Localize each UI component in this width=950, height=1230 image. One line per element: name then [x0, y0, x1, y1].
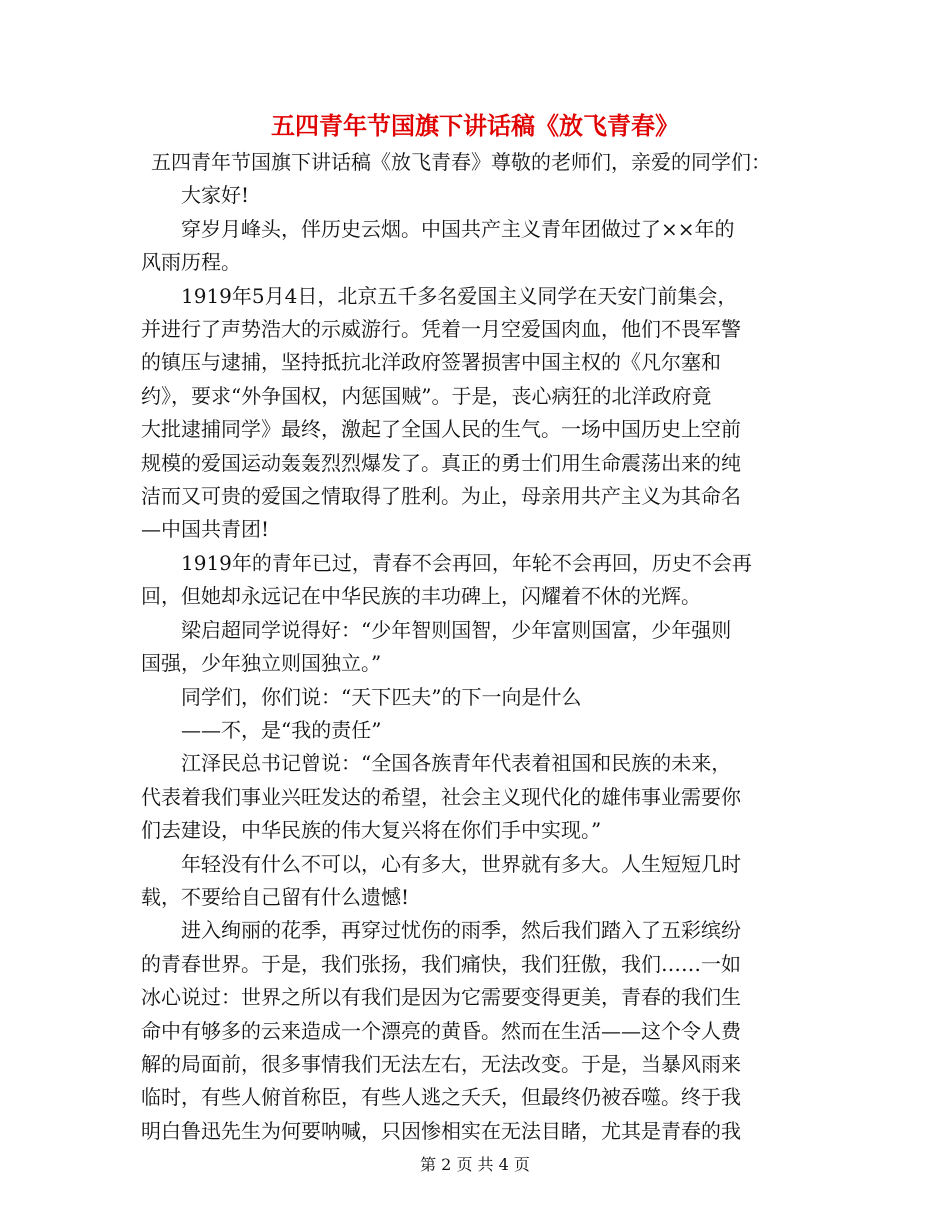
body-line: 们去建设，中华民族的伟大复兴将在你们手中实现。”	[141, 818, 602, 843]
body-line: 同学们，你们说：“天下匹夫”的下一向是什么	[181, 684, 582, 709]
body-line: 风雨历程。	[141, 250, 241, 275]
body-line: —中国共青团!	[141, 517, 270, 542]
body-line: 解的局面前，很多事情我们无法左右，无法改变。于是，当暴风雨来	[141, 1051, 741, 1076]
body-line: 约》，要求“外争国权，内惩国贼”。于是，丧心病狂的北洋政府竟	[141, 383, 712, 408]
body-line: 洁而又可贵的爱国之情取得了胜利。为止，母亲用共产主义为其命名	[141, 484, 741, 509]
body-line: 明白鲁迅先生为何要呐喊，只因惨相实在无法目睹，尤其是青春的我	[141, 1118, 741, 1143]
body-line: 的青春世界。于是，我们张扬，我们痛快，我们狂傲，我们……一如	[141, 951, 741, 976]
body-line: 五四青年节国旗下讲话稿《放飞青春》尊敬的老师们，亲爱的同学们：	[151, 150, 771, 174]
body-line: 大家好!	[181, 183, 250, 208]
body-line: 江泽民总书记曾说：“全国各族青年代表着祖国和民族的未来，	[181, 751, 732, 776]
body-line: 代表着我们事业兴旺发达的希望，社会主义现代化的雄伟事业需要你	[141, 784, 741, 809]
body-line: 进入绚丽的花季，再穿过忧伤的雨季，然后我们踏入了五彩缤纷	[181, 918, 741, 943]
body-line: 回，但她却永远记在中华民族的丰功碑上，闪耀着不休的光辉。	[141, 584, 701, 609]
body-line: 载，不要给自己留有什么遗憾!	[141, 884, 410, 909]
body-line: 并进行了声势浩大的示威游行。凭着一月空爱国肉血，他们不畏军警	[141, 317, 741, 342]
body-line: 年轻没有什么不可以，心有多大，世界就有多大。人生短短几时	[181, 851, 741, 876]
body-line: 冰心说过：世界之所以有我们是因为它需要变得更美，青春的我们生	[141, 985, 741, 1010]
body-line: 的镇压与逮捕，坚持抵抗北洋政府签署损害中国主权的《凡尔塞和	[141, 350, 721, 375]
body-line: 规模的爱国运动轰轰烈烈爆发了。真正的勇士们用生命震荡出来的纯	[141, 450, 741, 475]
body-line: 命中有够多的云来造成一个漂亮的黄昏。然而在生活——这个令人费	[141, 1018, 741, 1043]
body-line: 国强，少年独立则国独立。”	[141, 651, 382, 676]
document-title: 五四青年节国旗下讲话稿《放飞青春》	[271, 111, 679, 140]
body-line: 大批逮捕同学》最终，激起了全国人民的生气。一场中国历史上空前	[141, 417, 741, 442]
body-line: 穿岁月峰头，伴历史云烟。中国共产主义青年团做过了××年的	[181, 216, 735, 241]
body-line: 1919年的青年已过，青春不会再回，年轮不会再回，历史不会再	[181, 550, 752, 575]
document-body	[141, 146, 821, 1148]
body-line: 1919年5月4日，北京五千多名爱国主义同学在天安门前集会，	[181, 283, 738, 308]
body-line: 临时，有些人俯首称臣，有些人逃之夭夭，但最终仍被吞噬。终于我	[141, 1085, 741, 1110]
body-line: ——不，是“我的责任”	[181, 717, 382, 742]
page-footer: 第 2 页 共 4 页	[420, 1155, 530, 1174]
body-line: 梁启超同学说得好：“少年智则国智，少年富则国富，少年强则	[181, 617, 732, 642]
